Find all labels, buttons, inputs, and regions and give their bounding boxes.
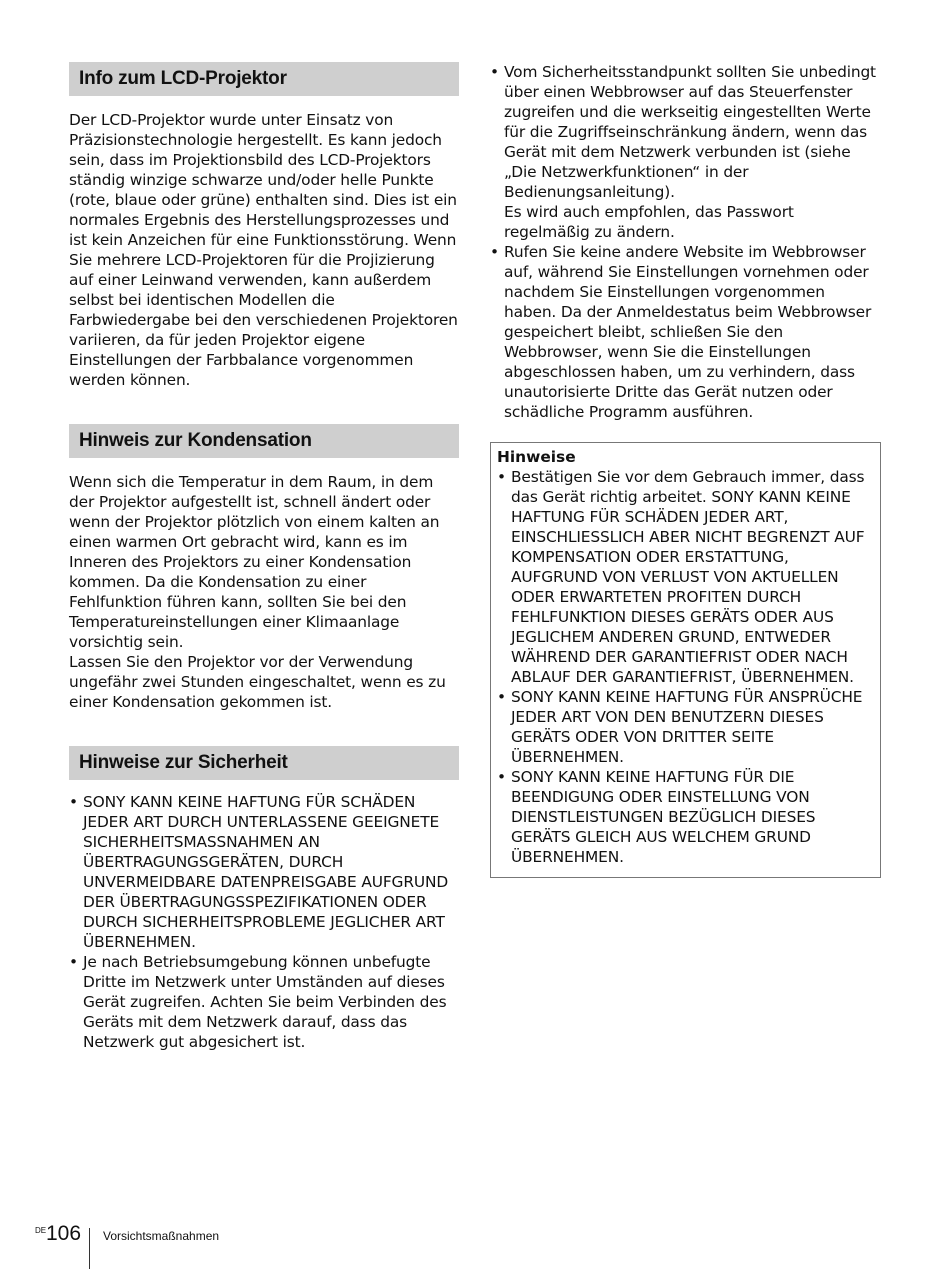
footer-section-title: Vorsichtsmaßnahmen: [103, 1229, 220, 1243]
security-bullet-list: [69, 792, 459, 1052]
bullet-icon: •: [497, 468, 506, 486]
right-column: [490, 62, 881, 878]
section-heading: Hinweise zur Sicherheit: [69, 746, 459, 780]
footer-divider: [89, 1228, 90, 1269]
list-item-text: Vom Sicherheitsstandpunkt sollten Sie unbedingt über einen Webbrowser auf das Steuerfenster zugreifen und die werkseitig eingestellten Werte für die Zugriffseinschränkung ändern, wenn das Gerät mit dem Netzwerk verbunden ist (siehe „Die Netzwerkfunktionen“ in der Bedienungsanleitung).: [504, 63, 876, 201]
left-column: [69, 62, 459, 1052]
list-item: [490, 242, 881, 422]
notes-title: Hinweise: [497, 448, 576, 466]
list-item-text: Je nach Betriebsumgebung können unbefugte Dritte im Netzwerk unter Umständen auf dieses Gerät zugreifen. Achten Sie beim Verbinden des Geräts mit dem Netzwerk darauf, dass das Netzwerk gut abgesichert ist.: [83, 953, 447, 1051]
bullet-icon: •: [497, 688, 506, 706]
bullet-icon: •: [497, 768, 506, 786]
list-item-extra-text: Es wird auch empfohlen, das Passwort regelmäßig zu ändern.: [504, 203, 794, 241]
list-item: [497, 767, 874, 867]
list-item: [497, 467, 874, 687]
list-item-text: SONY KANN KEINE HAFTUNG FÜR SCHÄDEN JEDER ART DURCH UNTERLASSENE GEEIGNETE SICHERHEITSMASSNAHMEN AN ÜBERTRAGUNGSGERÄTEN, DURCH UNVERMEIDBARE DATENPREISGABE AUFGRUND DER ÜBERTRAGUNGSSPEZIFIKATIONEN ODER DURCH SICHERHEITSPROBLEME JEGLICHER ART ÜBERNEHMEN.: [83, 793, 449, 951]
section-security: [69, 746, 459, 1052]
list-item: [490, 62, 881, 242]
page-number: 106: [46, 1222, 82, 1245]
section-heading: Hinweis zur Kondensation: [69, 424, 459, 458]
bullet-icon: •: [490, 243, 499, 261]
section-condensation: [69, 424, 459, 712]
list-item-text: Rufen Sie keine andere Website im Webbrowser auf, während Sie Einstellungen vornehmen oder nachdem Sie Einstellungen vorgenommen haben. Da der Anmeldestatus beim Webbrowser gespeichert bleibt, schließen Sie den Webbrowser, wenn Sie die Einstellungen abgeschlossen haben, um zu verhindern, dass unautorisierte Dritte das Gerät nutzen oder schädliche Programm ausführen.: [504, 243, 872, 421]
security-bullet-list-continued: [490, 62, 881, 422]
notes-box: [490, 442, 881, 878]
section-body-continued: Lassen Sie den Projektor vor der Verwendung ungefähr zwei Stunden eingeschaltet, wenn es zu einer Kondensation gekommen ist.: [69, 653, 446, 711]
section-heading: Info zum LCD-Projektor: [69, 62, 459, 96]
bullet-icon: •: [490, 63, 499, 81]
section-lcd-info: [69, 62, 459, 390]
language-code: DE: [35, 1226, 47, 1235]
list-item-text: SONY KANN KEINE HAFTUNG FÜR DIE BEENDIGUNG ODER EINSTELLUNG VON DIENSTLEISTUNGEN BEZÜGLICH DIESES GERÄTS GLEICH AUS WELCHEM GRUND ÜBERNEHMEN.: [511, 768, 816, 866]
list-item: [69, 952, 459, 1052]
list-item: [497, 687, 874, 767]
list-item-text: SONY KANN KEINE HAFTUNG FÜR ANSPRÜCHE JEDER ART VON DEN BENUTZERN DIESES GERÄTS ODER VON DRITTER SEITE ÜBERNEHMEN.: [511, 688, 863, 766]
list-item-text: Bestätigen Sie vor dem Gebrauch immer, dass das Gerät richtig arbeitet. SONY KANN KEINE HAFTUNG FÜR SCHÄDEN JEDER ART, EINSCHLIESSLICH ABER NICHT BEGRENZT AUF KOMPENSATION ODER ERSTATTUNG, AUFGRUND VON VERLUST VON AKTUELLEN ODER ERWARTETEN PROFITEN DURCH FEHLFUNKTION DIESES GERÄTS ODER AUS JEGLICHEM ANDEREN GRUND, ENTWEDER WÄHREND DER GARANTIEFRIST ODER NACH ABLAUF DER GARANTIEFRIST, ÜBERNEHMEN.: [511, 468, 865, 686]
section-body: Der LCD-Projektor wurde unter Einsatz von Präzisionstechnologie hergestellt. Es kann jedoch sein, dass im Projektionsbild des LCD-Projektors ständig winzige schwarze und/oder helle Punkte (rote, blaue oder grüne) enthalten sind. Dies ist ein normales Ergebnis des Herstellungsprozesses und ist kein Anzeichen für eine Funktionsstörung. Wenn Sie mehrere LCD-Projektoren für die Projizierung auf einer Leinwand verwenden, kann außerdem selbst bei identischen Modellen die Farbwiedergabe bei den verschiedenen Projektoren variieren, da für jeden Projektor eigene Einstellungen der Farbbalance vorgenommen werden können.: [69, 111, 458, 389]
bullet-icon: •: [69, 953, 78, 971]
notes-bullet-list: [497, 467, 874, 867]
bullet-icon: •: [69, 793, 78, 811]
list-item: [69, 792, 459, 952]
section-body: Wenn sich die Temperatur in dem Raum, in dem der Projektor aufgestellt ist, schnell ändert oder wenn der Projektor plötzlich von einem kalten an einen warmen Ort gebracht wird, kann es im Inneren des Projektors zu einer Kondensation kommen. Da die Kondensation zu einer Fehlfunktion führen kann, sollten Sie bei den Temperatureinstellungen einer Klimaanlage vorsichtig sein.: [69, 473, 440, 651]
